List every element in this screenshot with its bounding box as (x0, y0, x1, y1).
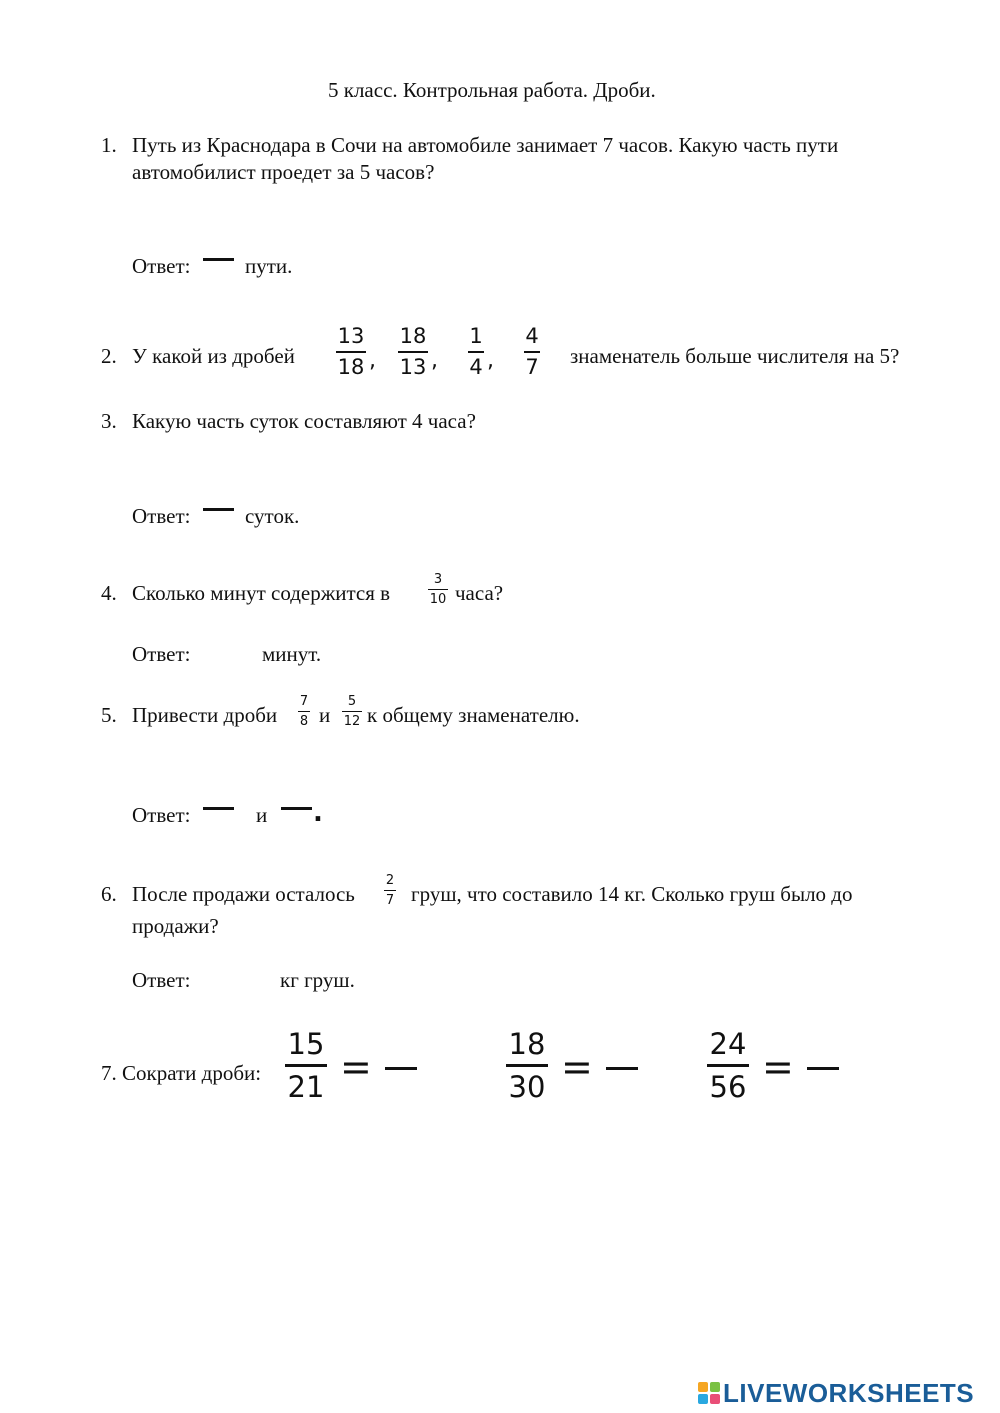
question-7-answer-3-input[interactable] (807, 1067, 839, 1070)
question-7-answer-2-input[interactable] (606, 1067, 638, 1070)
comma: , (369, 348, 376, 373)
question-6-number: 6. (101, 882, 117, 906)
fraction-numerator: 5 (347, 694, 357, 709)
comma: , (431, 348, 438, 373)
question-6-text-before: После продажи осталось (132, 882, 355, 906)
question-3-answer-suffix: суток. (245, 504, 300, 528)
question-5-and: и (319, 703, 331, 727)
question-4-text-after: часа? (455, 581, 504, 605)
comma: , (487, 348, 494, 373)
question-6-fraction (382, 874, 398, 907)
equals-sign: = (561, 1045, 593, 1089)
fraction-denominator: 18 (337, 355, 365, 379)
question-1-answer-fraction-input[interactable] (203, 258, 234, 261)
question-1-line-2: автомобилист проедет за 5 часов? (132, 160, 435, 184)
fraction-denominator: 12 (343, 714, 361, 729)
question-4-text-before: Сколько минут содержится в (132, 581, 391, 605)
question-5-fraction-1 (296, 695, 312, 728)
question-7-answer-1-input[interactable] (385, 1067, 417, 1070)
fraction-bar (707, 1064, 749, 1067)
liveworksheets-logo (698, 1377, 975, 1408)
equals-sign: = (340, 1045, 372, 1089)
period: . (313, 798, 323, 828)
question-7-label: 7. Сократи дроби: (101, 1061, 262, 1085)
question-1-number: 1. (101, 133, 117, 157)
question-5-fraction-2 (340, 695, 364, 728)
page-title: 5 класс. Контрольная работа. Дроби. (328, 78, 656, 102)
fraction-numerator: 15 (287, 1027, 325, 1061)
fraction-denominator: 7 (525, 355, 539, 379)
question-6-answer-label: Ответ: (132, 968, 191, 992)
question-6-text-after: груш, что составило 14 кг. Сколько груш было до (411, 882, 853, 906)
fraction-denominator: 30 (508, 1070, 546, 1104)
question-3-answer-fraction-input[interactable] (203, 508, 234, 511)
fraction-denominator: 56 (709, 1070, 747, 1104)
question-3-number: 3. (101, 409, 117, 433)
question-5-answer-fraction-1-input[interactable] (203, 807, 234, 810)
question-2-number: 2. (101, 344, 117, 368)
fraction-numerator: 1 (469, 324, 483, 348)
question-7-fraction-2 (504, 1027, 550, 1104)
fraction-bar (506, 1064, 548, 1067)
question-3-answer-label: Ответ: (132, 504, 191, 528)
fraction-denominator: 10 (429, 592, 447, 607)
question-1-answer-label: Ответ: (132, 254, 191, 278)
question-4-answer-label: Ответ: (132, 642, 191, 666)
fraction-denominator: 21 (287, 1070, 325, 1104)
equals-sign: = (762, 1045, 794, 1089)
question-2-text-after: знаменатель больше числителя на 5? (570, 344, 900, 368)
fraction-bar (398, 351, 428, 353)
fraction-bar (428, 589, 448, 590)
question-5-number: 5. (101, 703, 117, 727)
question-7-fraction-3 (705, 1027, 751, 1104)
question-2-fraction-3 (466, 326, 486, 378)
fraction-numerator: 18 (399, 324, 427, 348)
question-5-text-before: Привести дроби (132, 703, 278, 727)
question-5-answer-and: и (256, 803, 268, 827)
fraction-numerator: 13 (337, 324, 365, 348)
question-4-number: 4. (101, 581, 117, 605)
fraction-numerator: 2 (385, 873, 395, 888)
fraction-numerator: 7 (299, 694, 309, 709)
fraction-bar (384, 890, 396, 891)
question-7-fraction-1 (283, 1027, 329, 1104)
fraction-denominator: 13 (399, 355, 427, 379)
question-1-answer-suffix: пути. (245, 254, 293, 278)
fraction-denominator: 7 (385, 893, 395, 908)
question-4-fraction (426, 573, 450, 606)
fraction-bar (336, 351, 366, 353)
question-4-answer-suffix: минут. (262, 642, 322, 666)
fraction-bar (342, 711, 362, 712)
fraction-numerator: 18 (508, 1027, 546, 1061)
fraction-bar (285, 1064, 327, 1067)
question-2-text: У какой из дробей (132, 344, 295, 368)
fraction-numerator: 4 (525, 324, 539, 348)
question-1-line-1: Путь из Краснодара в Сочи на автомобиле занимает 7 часов. Какую часть пути (132, 133, 839, 157)
logo-icon (698, 1382, 720, 1404)
question-3-text: Какую часть суток составляют 4 часа? (132, 409, 476, 433)
question-4-answer-input[interactable] (200, 642, 255, 666)
fraction-denominator: 8 (299, 714, 309, 729)
fraction-bar (468, 351, 484, 353)
logo-text: LIVEWORKSHEETS (723, 1377, 975, 1408)
question-2-fraction-1 (334, 326, 368, 378)
question-2-fraction-2 (396, 326, 430, 378)
question-5-answer-fraction-2-input[interactable] (281, 807, 312, 810)
fraction-numerator: 3 (433, 572, 443, 587)
fraction-denominator: 4 (469, 355, 483, 379)
question-6-answer-suffix: кг груш. (280, 968, 355, 992)
question-6-line-2: продажи? (132, 914, 219, 938)
fraction-bar (298, 711, 310, 712)
fraction-bar (524, 351, 540, 353)
question-2-fraction-4 (522, 326, 542, 378)
question-5-text-after: к общему знаменателю. (367, 703, 580, 727)
question-5-answer-label: Ответ: (132, 803, 191, 827)
question-6-answer-input[interactable] (200, 968, 272, 992)
fraction-numerator: 24 (709, 1027, 747, 1061)
